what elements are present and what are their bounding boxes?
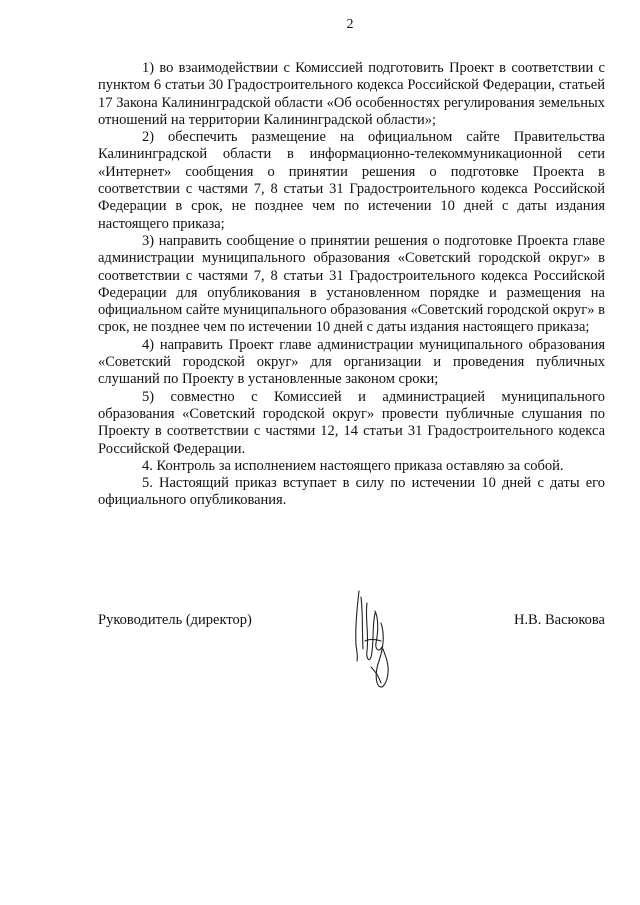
- paragraph-5: 5) совместно с Комиссией и администрацией муниципального образования «Советский городской округ» провести публичные слушания по Проекту в соответствии с частями 12, 14 статьи 31 Градостроительного кодекса Российской Федерации.: [98, 388, 605, 457]
- paragraph-control: 4. Контроль за исполнением настоящего приказа оставляю за собой.: [142, 457, 564, 474]
- page-number: 2: [346, 17, 354, 32]
- handwritten-signature: [345, 583, 405, 698]
- paragraph-effect: 5. Настоящий приказ вступает в силу по истечении 10 дней с даты его официального опубликования.: [98, 475, 605, 509]
- paragraph-4: 4) направить Проект главе администрации муниципального образования «Советский городской округ» для организации и проведения публичных слушаний по Проекту в установленные законом сроки;: [98, 336, 605, 388]
- paragraph-3: 3) направить сообщение о принятии решения о подготовке Проекта главе администрации муниципального образования «Советский городской округ» в соответствии с частями 7, 8 статьи 31 Градостроительного кодекса Российской Федерации для опубликования в установленном порядке и размещения на официальном сайте муниципального образования «Советский городской округ» в срок, не позднее чем по истечении 10 дней с даты издания настоящего приказа;: [98, 232, 605, 336]
- paragraph-1: 1) во взаимодействии с Комиссией подготовить Проект в соответствии с пунктом 6 статьи 30 Градостроительного кодекса Российской Федерации, статьей 17 Закона Калининградской области «Об особенностях регулирования земельных отношений на территории Калининградской области»;: [98, 60, 605, 128]
- signatory-name: Н.В. Васюкова: [513, 612, 605, 628]
- document-body: [98, 60, 605, 510]
- paragraph-2: 2) обеспечить размещение на официальном сайте Правительства Калининградской области в информационно-телекоммуникационной сети «Интернет» сообщения о принятии решения о подготовке Проекта в соответствии с частями 7, 8 статьи 31 Градостроительного кодекса Российской Федерации в срок, не позднее чем по истечении 10 дней с даты издания настоящего приказа;: [98, 129, 605, 232]
- signatory-title: Руководитель (директор): [98, 612, 252, 628]
